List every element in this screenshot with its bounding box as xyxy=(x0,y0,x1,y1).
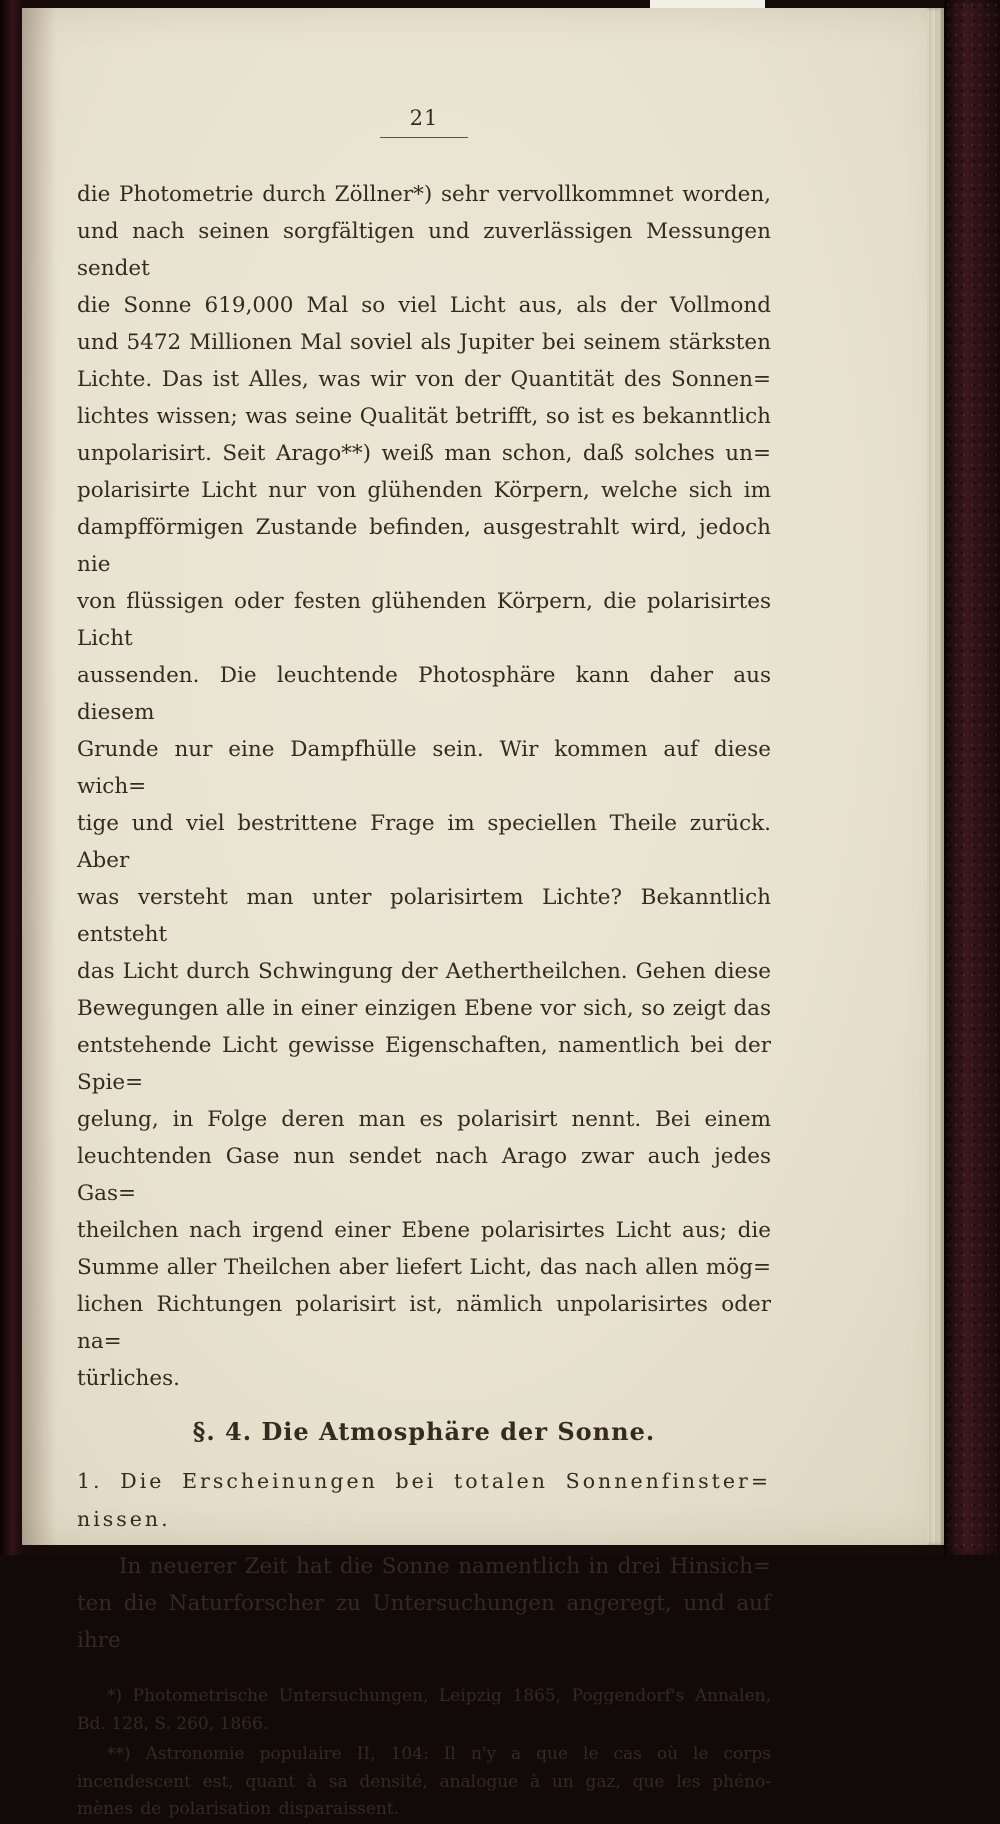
text-line: theilchen nach irgend einer Ebene polarisirtes Licht aus; die xyxy=(77,1218,771,1243)
section-heading: §. 4. Die Atmosphäre der Sonne. xyxy=(192,1417,656,1446)
text-line: gelung, in Folge deren man es polarisirt nennt. Bei einem xyxy=(77,1107,771,1132)
text-line: Bd. 128, S. 260, 1866. xyxy=(77,1713,269,1734)
text-line: entstehende Licht gewisse Eigenschaften, namentlich bei der Spie= xyxy=(77,1033,771,1095)
text-line: Summe aller Theilchen aber liefert Licht, das nach allen mög= xyxy=(77,1255,771,1280)
page-edge-stack xyxy=(927,8,944,1545)
gutter-shadow xyxy=(22,8,56,1545)
text-line: nissen. xyxy=(77,1507,171,1531)
paragraph-intro xyxy=(77,1548,771,1659)
text-line: polarisirte Licht nur von glühenden Körpern, welche sich im xyxy=(77,478,771,503)
text-line: Grunde nur eine Dampfhülle sein. Wir kommen auf diese wich= xyxy=(77,737,771,799)
paragraph-main xyxy=(77,176,771,1397)
text-line: die Photometrie durch Zöllner*) sehr vervollkommnet worden, xyxy=(77,182,771,207)
book-cover-right-edge xyxy=(944,0,1000,1555)
text-line: **) Astronomie populaire II, 104: Il n'y a que le cas où le corps xyxy=(107,1744,771,1764)
footnote-2 xyxy=(77,1741,771,1824)
text-line: In neuerer Zeit hat die Sonne namentlich in drei Hinsich= xyxy=(119,1554,771,1579)
text-line: dampfförmigen Zustande befinden, ausgestrahlt wird, jedoch nie xyxy=(77,515,771,577)
footnotes xyxy=(77,1683,771,1824)
text-line: leuchtenden Gase nun sendet nach Arago zwar auch jedes Gas= xyxy=(77,1144,771,1206)
text-line: das Licht durch Schwingung der Aethertheilchen. Gehen diese xyxy=(77,959,771,984)
text-line: mènes de polarisation disparaissent. xyxy=(77,1799,400,1819)
text-line: von flüssigen oder festen glühenden Körpern, die polarisirtes Licht xyxy=(77,589,771,651)
page-number: 21 xyxy=(409,106,439,130)
text-line: 1. Die Erscheinungen bei totalen Sonnenfinster= xyxy=(77,1469,771,1493)
page-number-rule xyxy=(380,137,468,138)
text-line: türliches. xyxy=(77,1366,180,1391)
text-line: Bewegungen alle in einer einzigen Ebene vor sich, so zeigt das xyxy=(77,996,771,1021)
text-line: incendescent est, quant à sa densité, analogue à un gaz, que les phéno- xyxy=(77,1771,771,1792)
text-line: tige und viel bestrittene Frage im speciellen Theile zurück. Aber xyxy=(77,811,771,873)
text-line: und nach seinen sorgfältigen und zuverlässigen Messungen sendet xyxy=(77,219,771,281)
text-line: lichen Richtungen polarisirt ist, nämlich unpolarisirtes oder na= xyxy=(77,1292,771,1354)
footnote-1 xyxy=(77,1683,771,1738)
book-cover-left-edge xyxy=(0,0,22,1555)
text-line: und 5472 Millionen Mal soviel als Jupiter bei seinem stärksten xyxy=(77,330,771,355)
page-number-wrap xyxy=(77,106,771,138)
book-cover-top-edge xyxy=(0,0,1000,8)
text-line: *) Photometrische Untersuchungen, Leipzig 1865, Poggendorf's Annalen, xyxy=(107,1686,771,1706)
text-block xyxy=(77,8,771,1824)
next-page-sliver xyxy=(650,0,765,8)
text-line: was versteht man unter polarisirtem Lichte? Bekanntlich entsteht xyxy=(77,885,771,947)
text-line: unpolarisirt. Seit Arago**) weiß man schon, daß solches un= xyxy=(77,441,771,466)
subsection-heading xyxy=(77,1462,771,1538)
text-line: lichtes wissen; was seine Qualität betrifft, so ist es bekanntlich xyxy=(77,404,771,429)
text-line: aussenden. Die leuchtende Photosphäre kann daher aus diesem xyxy=(77,663,771,725)
text-line: die Sonne 619,000 Mal so viel Licht aus, als der Vollmond xyxy=(77,293,771,318)
text-line: Lichte. Das ist Alles, was wir von der Quantität des Sonnen= xyxy=(77,367,771,392)
text-line: ten die Naturforscher zu Untersuchungen angeregt, und auf ihre xyxy=(77,1591,771,1653)
book-page xyxy=(22,8,944,1819)
